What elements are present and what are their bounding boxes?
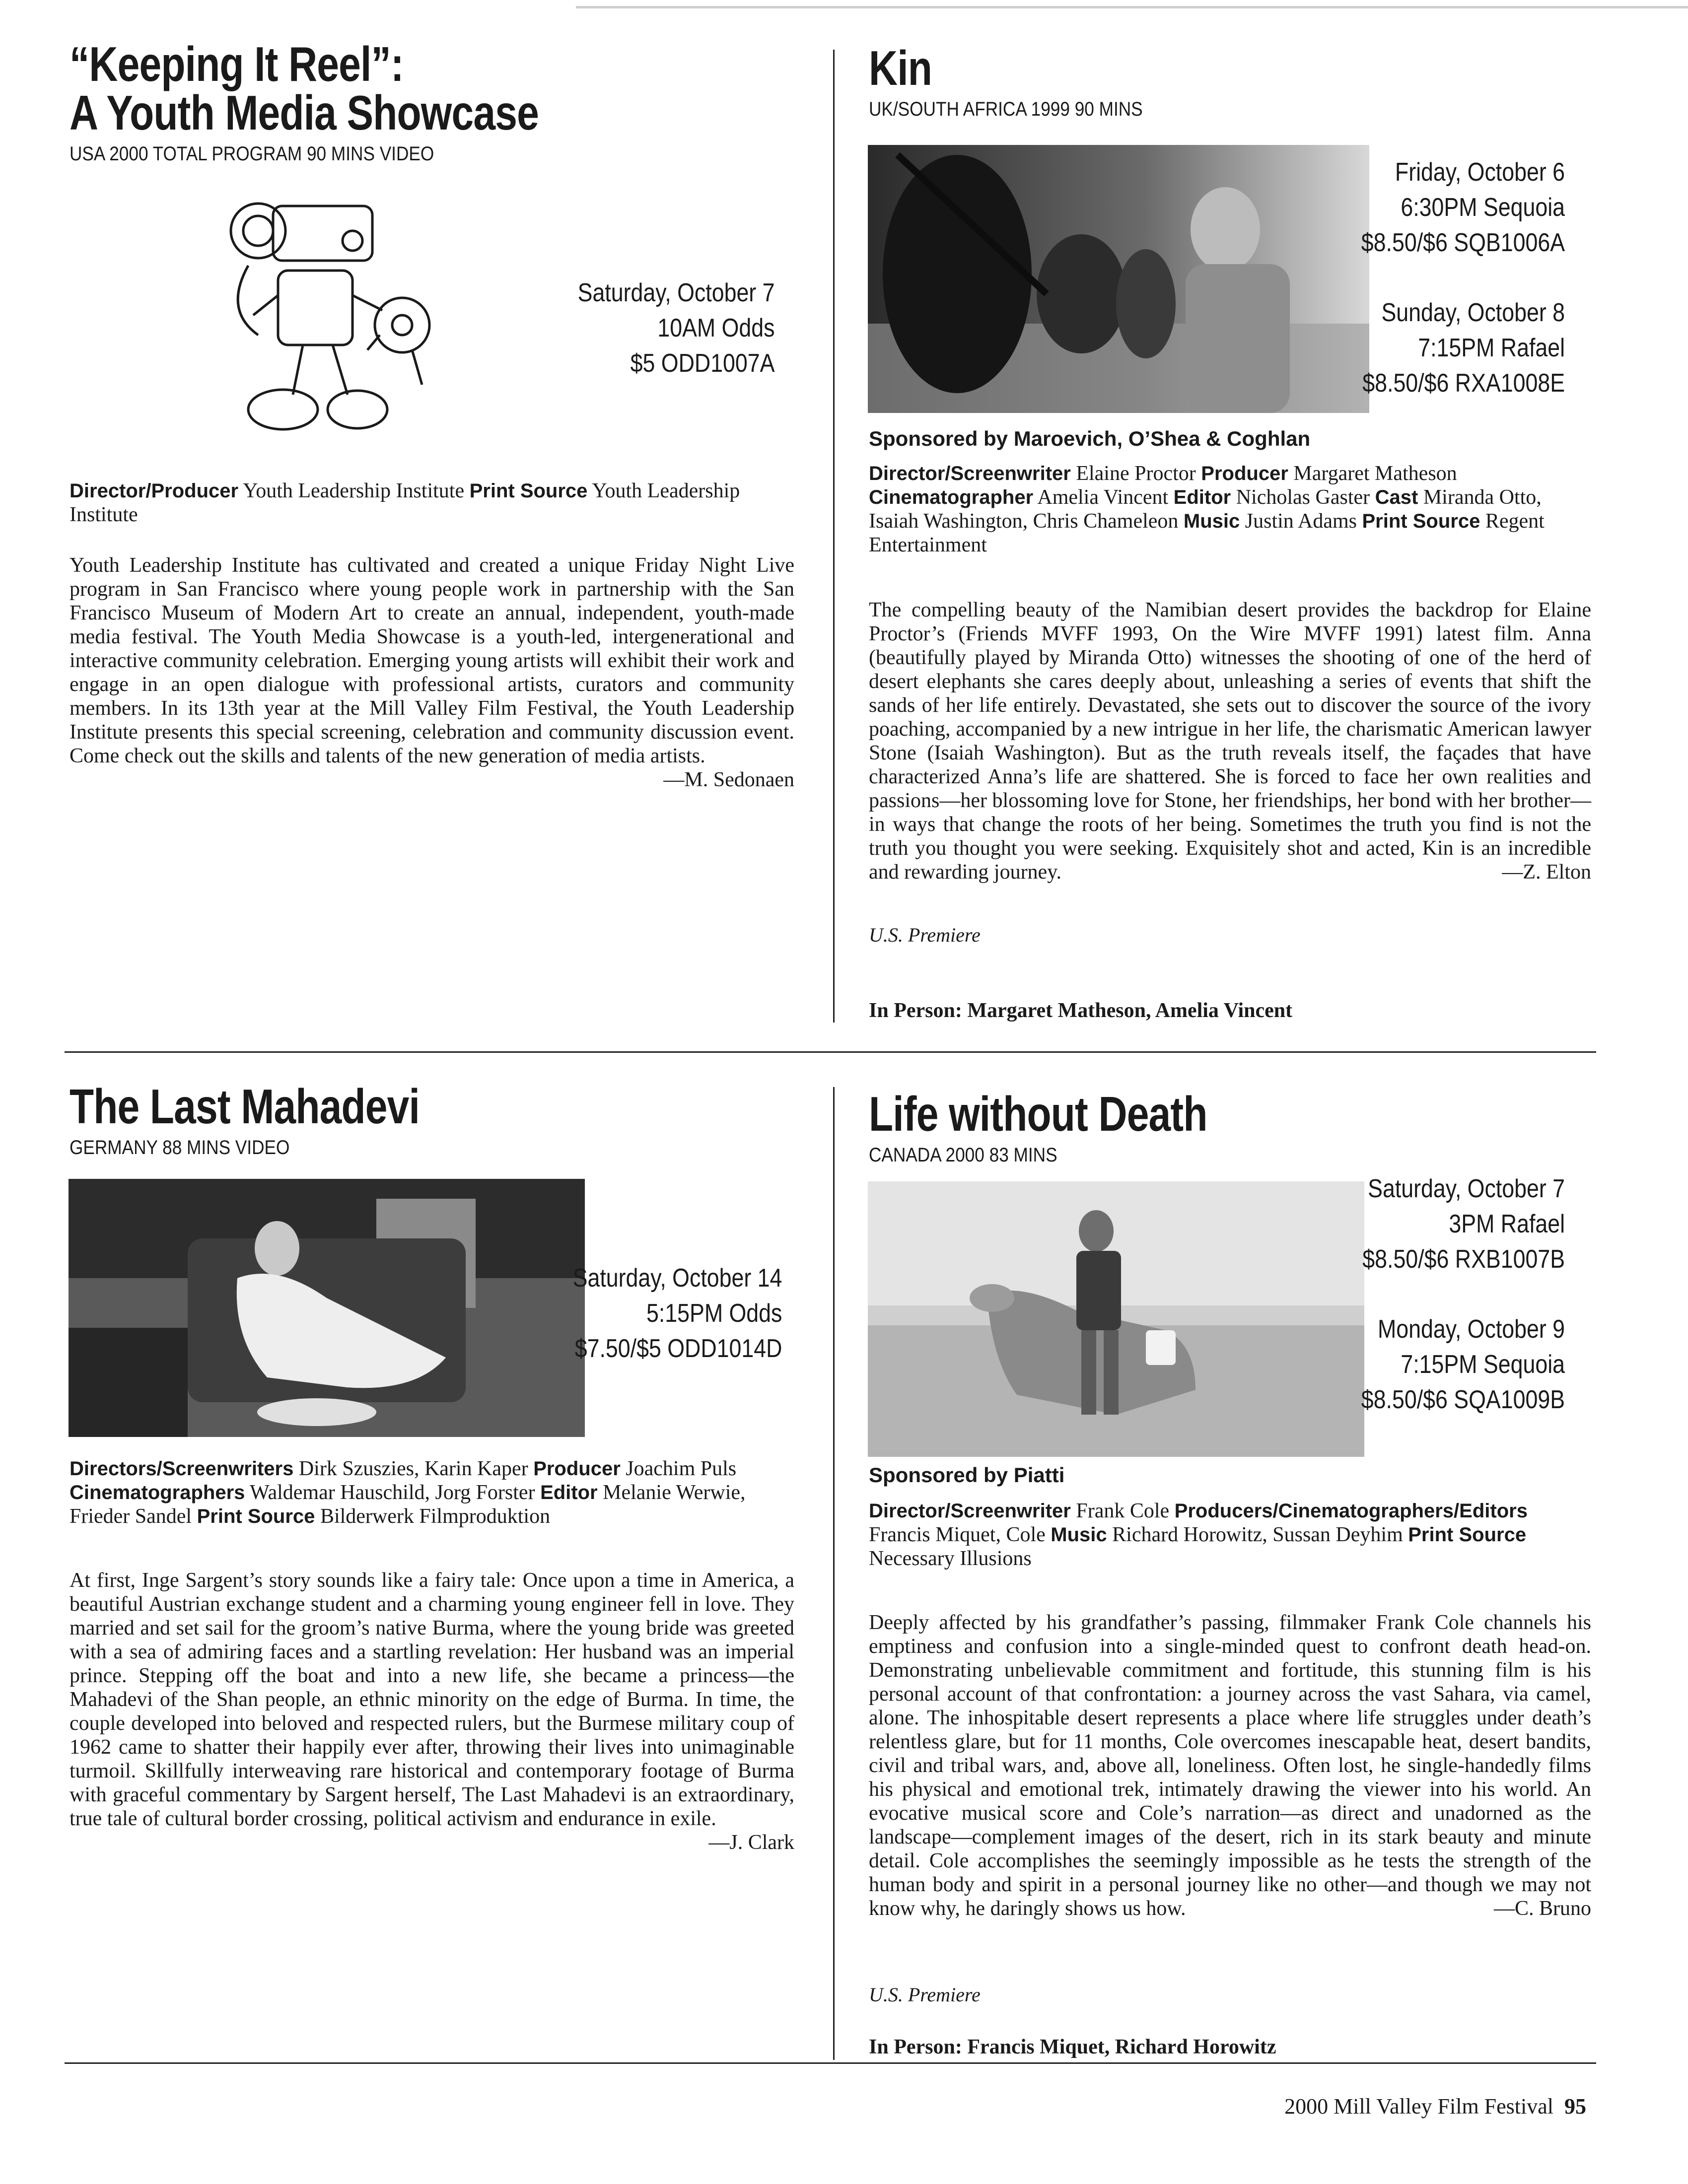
reviewer-signature: —M. Sedonaen: [663, 768, 794, 791]
reviewer-signature: —J. Clark: [708, 1831, 794, 1854]
sponsor-line: Sponsored by Piatti: [869, 1463, 1065, 1487]
page-footer: [1284, 2094, 1586, 2119]
showtimes: [572, 1261, 782, 1366]
credit-name: Miranda Otto, Isaiah Washington, Chris Chameleon: [869, 486, 1542, 533]
credit-role: Producer: [1201, 463, 1288, 484]
showtimes-first: [1361, 1171, 1565, 1418]
showtime-date: Saturday, October 14: [572, 1264, 782, 1293]
page-number: 95: [1564, 2094, 1586, 2118]
showtime-time-venue: 5:15PM Odds: [646, 1299, 782, 1328]
credit-name: Richard Horowitz, Sussan Deyhim: [1112, 1523, 1403, 1546]
film-info: UK/SOUTH AFRICA 1999 90 MINS: [869, 98, 1143, 120]
credit-role: Print Source: [469, 480, 588, 502]
credits: [70, 1457, 797, 1528]
showtime-spacer: [1361, 261, 1565, 295]
film-info: GERMANY 88 MINS VIDEO: [70, 1137, 290, 1159]
film-still-mahadevi: [69, 1179, 585, 1437]
credit-role: Editor: [1173, 486, 1231, 508]
film-title: [70, 37, 800, 140]
credit-role: Music: [1051, 1524, 1107, 1546]
film-description: [869, 1611, 1591, 1920]
showtime-time-venue: 10AM Odds: [657, 314, 774, 342]
credits: [869, 1499, 1591, 1570]
credit-name: Regent Entertainment: [869, 510, 1545, 556]
film-title: The Last Mahadevi: [70, 1079, 420, 1134]
film-title: Kin: [869, 41, 932, 95]
credit-role: Cinematographer: [869, 486, 1034, 508]
showtime-time-venue: 3PM Rafael: [1449, 1210, 1565, 1238]
description-text: Youth Leadership Institute has cultivated and created a unique Friday Night Live program in San Francisco where young people work in partnership with the San Francisco Museum of Modern Art to create an annual, independent, youth-made media festival. The Youth Media Showcase is a youth-led, intergenerational and interactive community celebration. Emerging young artists will exhibit their work and engage in an open dialogue with professional artists, curators and community members. In its 13th year at the Mill Valley Film Festival, the Youth Leadership Institute presents this special screening, celebration and community discussion event. Come check out the skills and talents of the new generation of media artists.: [70, 554, 794, 767]
entry-keeping-it-reel: [70, 37, 799, 166]
credit-name: Francis Miquet, Cole: [869, 1523, 1046, 1546]
credit-name: Bilderwerk Filmproduktion: [320, 1505, 551, 1528]
mascot-illustration: [204, 186, 442, 444]
credit-name: Melanie Werwie, Frieder Sandel: [70, 1481, 746, 1528]
credit-name: Joachim Puls: [626, 1457, 737, 1480]
credit-name: Frank Cole: [1076, 1500, 1170, 1522]
showtime-date: Sunday, October 8: [1381, 298, 1565, 327]
entry-last-mahadevi: [70, 1079, 799, 1160]
credits: [70, 479, 797, 527]
row-divider: [65, 1051, 1596, 1053]
showtime-price-code: $7.50/$5 ODD1014D: [574, 1334, 782, 1363]
sponsor-line: Sponsored by Maroevich, O’Shea & Coghlan: [869, 427, 1311, 450]
film-description: [70, 553, 794, 792]
credit-role: Cinematographers: [70, 1482, 245, 1503]
reviewer-signature: —Z. Elton: [1502, 861, 1591, 884]
column-divider-upper: [833, 50, 835, 1023]
credit-name: Nicholas Gaster: [1236, 486, 1370, 509]
credit-name: Necessary Illusions: [869, 1547, 1032, 1570]
showtime-price-code: $5 ODD1007A: [630, 349, 774, 378]
film-description: [70, 1569, 794, 1854]
credit-role: Director/Screenwriter: [869, 463, 1071, 484]
showtime-date: Monday, October 9: [1377, 1315, 1565, 1344]
column-divider-lower: [833, 1087, 835, 2060]
description-text: Deeply affected by his grandfather’s passing, filmmaker Frank Cole channels his emptiness and confusion into a single-minded quest to confront death head-on. Demonstrating unbelievable commitment and fortitude, this stunning film is his personal account of that confrontation: a journey across the vast Sahara, via camel, alone. The inhospitable desert represents a place where life struggles under death’s relentless glare, but for 11 months, Cole overcomes inescapable heat, desert bandits, civil and tribal wars, and, above all, loneliness. Often lost, he single-handedly films his physical and emotional trek, intimately drawing the viewer into his world. An evocative musical score and Cole’s narration—as direct and unadorned as the landscape—complement images of the desert, rich in its stark beauty and minute detail. Cole accomplishes the seemingly impossible as he tests the strength of the human body and spirit in a personal journey like no other—and though we may not know why, he daringly shows us how.: [869, 1611, 1591, 1920]
film-title-line2: A Youth Media Showcase: [70, 85, 539, 140]
description-text: The compelling beauty of the Namibian desert provides the backdrop for Elaine Proctor’s (Friends MVFF 1993, On the Wire MVFF 1991) latest film. Anna (beautifully played by Miranda Otto) witnesses the shooting of one of the herd of desert elephants she cares deeply about, unleashing a series of events that shift the sands of her life entirely. Devastated, she sets out to discover the source of the ivory poaching, accompanied by a new intrigue in her life, the charismatic American lawyer Stone (Isaiah Washington). But as the truth reveals itself, the façades that have characterized Anna’s life are shattered. She is forced to face her own realities and passions—her blossoming love for Stone, her friendships, her bond with her brother—in ways that change the roots of her being. Sometimes the truth you find is not the truth you thought you were seeking. Exquisitely shot and acted, Kin is an incredible and rewarding journey.: [869, 599, 1591, 884]
showtime-date: Saturday, October 7: [577, 278, 774, 307]
film-still-life-without-death: [868, 1181, 1364, 1457]
credit-role: Producers/Cinematographers/Editors: [1174, 1500, 1528, 1522]
reviewer-signature: —C. Bruno: [1493, 1897, 1591, 1920]
showtimes: [577, 275, 774, 381]
credit-role: Director/Producer: [70, 480, 239, 502]
credit-name: Amelia Vincent: [1037, 486, 1169, 509]
entry-life-without-death: [869, 1087, 1589, 1167]
credit-role: Print Source: [1362, 510, 1480, 532]
top-rule: [576, 6, 1688, 8]
showtime-price-code: $8.50/$6 SQA1009B: [1361, 1385, 1565, 1414]
in-person-guests: In Person: Francis Miquet, Richard Horowitz: [869, 2036, 1276, 2058]
credit-role: Print Source: [1408, 1524, 1527, 1546]
credit-role: Director/Screenwriter: [869, 1500, 1071, 1522]
film-description: [869, 598, 1591, 884]
credit-name: Waldemar Hauschild, Jorg Forster: [250, 1481, 535, 1504]
showtimes-first: [1361, 155, 1565, 401]
entry-kin: [869, 41, 1589, 121]
showtime-date: Saturday, October 7: [1368, 1174, 1565, 1203]
showtime-time-venue: 7:15PM Sequoia: [1401, 1350, 1565, 1379]
credit-role: Editor: [540, 1482, 598, 1503]
credit-role: Cast: [1375, 486, 1418, 508]
credit-name: Elaine Proctor: [1076, 462, 1196, 485]
bottom-rule: [65, 2062, 1596, 2064]
showtime-time-venue: 6:30PM Sequoia: [1401, 193, 1565, 222]
showtime-date: Friday, October 6: [1395, 158, 1565, 187]
film-info: CANADA 2000 83 MINS: [869, 1144, 1057, 1166]
film-title-line1: “Keeping It Reel”:: [70, 37, 404, 91]
credit-role: Print Source: [197, 1505, 315, 1527]
credit-name: Youth Leadership Institute: [243, 479, 465, 502]
credit-name: Margaret Matheson: [1293, 462, 1457, 485]
showtime-spacer: [1361, 1277, 1565, 1312]
showtime-price-code: $8.50/$6 RXB1007B: [1362, 1245, 1565, 1274]
showtime-time-venue: 7:15PM Rafael: [1418, 334, 1565, 362]
credits: [869, 462, 1591, 557]
credit-role: Directors/Screenwriters: [70, 1458, 294, 1480]
publication-name: 2000 Mill Valley Film Festival: [1284, 2094, 1553, 2118]
premiere-status: U.S. Premiere: [869, 924, 981, 946]
premiere-status: U.S. Premiere: [869, 1983, 981, 2006]
film-title: Life without Death: [869, 1087, 1207, 1141]
film-still-kin: [868, 145, 1369, 413]
credit-name: Justin Adams: [1245, 510, 1357, 533]
credit-role: Producer: [533, 1458, 621, 1480]
credit-name: Dirk Szuszies, Karin Kaper: [298, 1457, 528, 1480]
showtime-price-code: $8.50/$6 SQB1006A: [1361, 228, 1565, 257]
film-info: USA 2000 TOTAL PROGRAM 90 MINS VIDEO: [70, 143, 434, 165]
credit-role: Music: [1183, 510, 1240, 532]
in-person-guests: In Person: Margaret Matheson, Amelia Vincent: [869, 999, 1293, 1022]
showtime-price-code: $8.50/$6 RXA1008E: [1362, 369, 1565, 398]
credit-name: Youth Leadership Institute: [70, 479, 740, 526]
description-text: At first, Inge Sargent’s story sounds like a fairy tale: Once upon a time in America, a beautiful Austrian exchange student and a charming young engineer fell in love. They married and set sail for the groom’s native Burma, where the young bride was greeted with a sea of admiring faces and a startling revelation: Her husband was an imperial prince. Stepping off the boat and into a new life, she became a princess—the Mahadevi of the Shan people, an ethnic minority on the edge of Burma. In time, the couple developed into beloved and respected rulers, but the Burmese military coup of 1962 came to shatter their happily ever after, throwing their lives into unimaginable turmoil. Skillfully interweaving rare historical and contemporary footage of Burma with graceful commentary by Sargent herself, The Last Mahadevi is an extraordinary, true tale of cultural border crossing, political activism and endurance in exile.: [70, 1569, 794, 1830]
